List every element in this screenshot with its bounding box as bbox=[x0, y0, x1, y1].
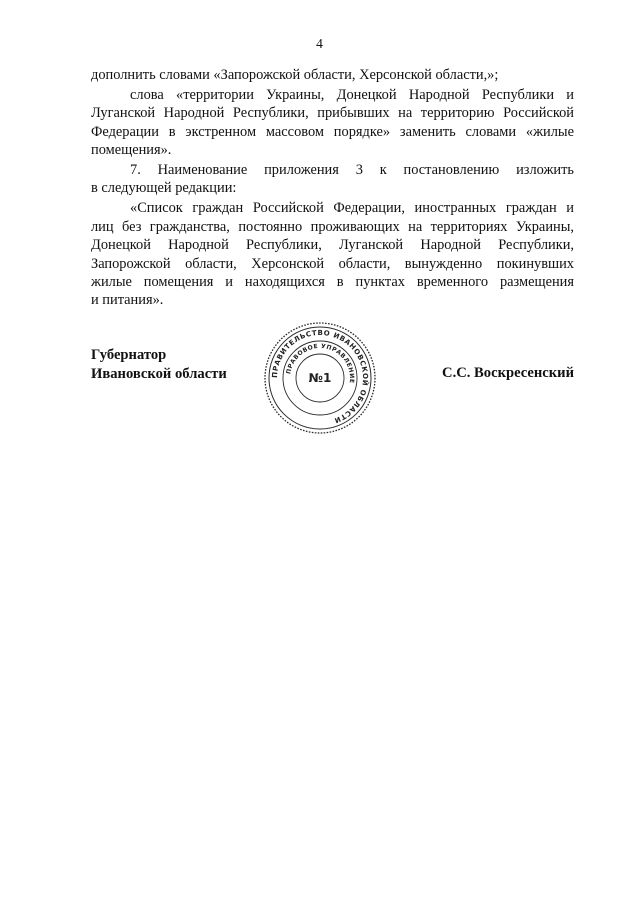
text-line: помещения». bbox=[91, 142, 172, 159]
official-seal bbox=[262, 320, 378, 436]
seal-center-text: №1 bbox=[308, 371, 332, 385]
paragraph-2 bbox=[91, 86, 574, 160]
text-line: 7. Наименование приложения 3 к постановлению изложить bbox=[130, 162, 574, 179]
page-number: 4 bbox=[316, 36, 323, 51]
seal-inner-text: ПРАВОВОЕ УПРАВЛЕНИЕ bbox=[285, 342, 356, 384]
text-line: лиц без гражданства, постоянно проживающих на территориях Украины, bbox=[91, 218, 574, 235]
text-line: дополнить словами «Запорожской области, Херсонской области,»; bbox=[91, 67, 499, 83]
text-line: Федерации в экстренном массовом порядке» заменить словами «жилые bbox=[91, 123, 574, 140]
text-line: в следующей редакции: bbox=[91, 180, 237, 197]
seal-ring-text: ПРАВИТЕЛЬСТВО ИВАНОВСКОЙ ОБЛАСТИ bbox=[270, 328, 370, 425]
position-region: Ивановской области bbox=[91, 365, 227, 382]
position-title: Губернатор bbox=[91, 347, 167, 363]
text-line: слова «территории Украины, Донецкой Народной Республики и bbox=[130, 86, 574, 103]
paragraph-3 bbox=[91, 161, 574, 198]
signatory-name: С.С. Воскресенский bbox=[442, 365, 574, 381]
document-body bbox=[91, 66, 574, 310]
text-line: Донецкой Народной Республики, Луганской Народной Республики, bbox=[91, 237, 574, 254]
text-line: Запорожской области, Херсонской области, вынужденно покинувших bbox=[91, 255, 574, 272]
signatory-position bbox=[91, 346, 227, 383]
text-line: Луганской Народной Республики, прибывших на территорию Российской bbox=[91, 105, 574, 122]
paragraph-1 bbox=[91, 66, 574, 84]
text-line: «Список граждан Российской Федерации, иностранных граждан и bbox=[130, 200, 574, 217]
text-line: и питания». bbox=[91, 292, 164, 309]
text-line: жилые помещения и находящихся в пунктах временного размещения bbox=[91, 273, 574, 290]
paragraph-4 bbox=[91, 199, 574, 309]
